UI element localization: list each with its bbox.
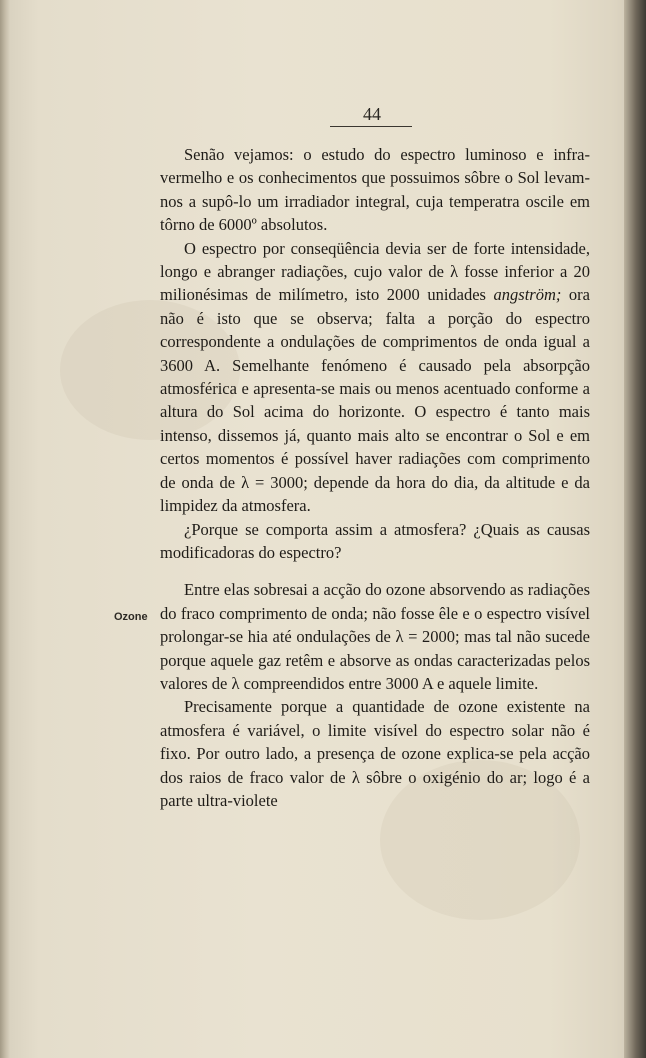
- paragraph-2: [160, 237, 590, 518]
- paragraph-2-text-a: O espectro por conseqüência devia ser de forte intensidade, longo e abranger radiações, cujo valor de λ fosse inferior a 20 milionésimas de milímetro, isto 2000 unidades: [160, 238, 590, 305]
- paragraph-5: Precisamente porque a quantidade de ozone existente na atmosfera é variável, o limite visível do espectro solar não é fixo. Por outro lado, a presença de ozone explica-se pela acção dos raios de fraco valor de λ sôbre o oxigénio do ar; logo é a parte ultra-violete: [160, 697, 590, 810]
- binding-shadow: [0, 0, 10, 1058]
- paragraph-2-text-b: ora não é isto que se observa; falta a porção do espectro correspondente a ondulações de comprimentos de onda igual a 3600 A. Semelhante fenómeno é causado pela absorpção atmosférica e apresenta-se mais ou menos acentuado conforme a altura do Sol acima do horizonte. O espectro é tanto mais intenso, dissemos já, quanto mais alto se encontrar o Sol e em certos momentos é possível haver radiações com comprimento de onda de λ = 3000; depende da hora do dia, da altitude e da limpidez da atmosfera.: [160, 285, 590, 516]
- paragraph-3: ¿Porque se comporta assim a atmosfera? ¿Quais as causas modificadoras do espectro?: [160, 519, 590, 562]
- margin-note-ozone: Ozone: [114, 611, 148, 623]
- angstrom-italic: angström;: [493, 285, 562, 305]
- page-number: 44: [363, 104, 381, 124]
- paragraph-1: Senão vejamos: o estudo do espectro luminoso e infra-vermelho e os conhecimentos que possuimos sôbre o Sol levam-nos a supô-lo um irradiador integral, cuja temperatra oscile em tôrno de 6000º absolutos.: [160, 145, 590, 235]
- page-number-rule: [330, 126, 412, 127]
- body-text: [160, 143, 590, 812]
- paragraph-4: Entre elas sobresai a acção do ozone absorvendo as radiações do fraco comprimento de onda; não fosse êle e o espectro visível prolongar-se hia até ondulações de λ = 2000; mas tal não sucede porque aquele gaz retêm e absorve as ondas caracterizadas pelos valores de λ compreendidos entre 3000 A e aquele limite.: [160, 580, 590, 693]
- page-edge: [624, 0, 646, 1058]
